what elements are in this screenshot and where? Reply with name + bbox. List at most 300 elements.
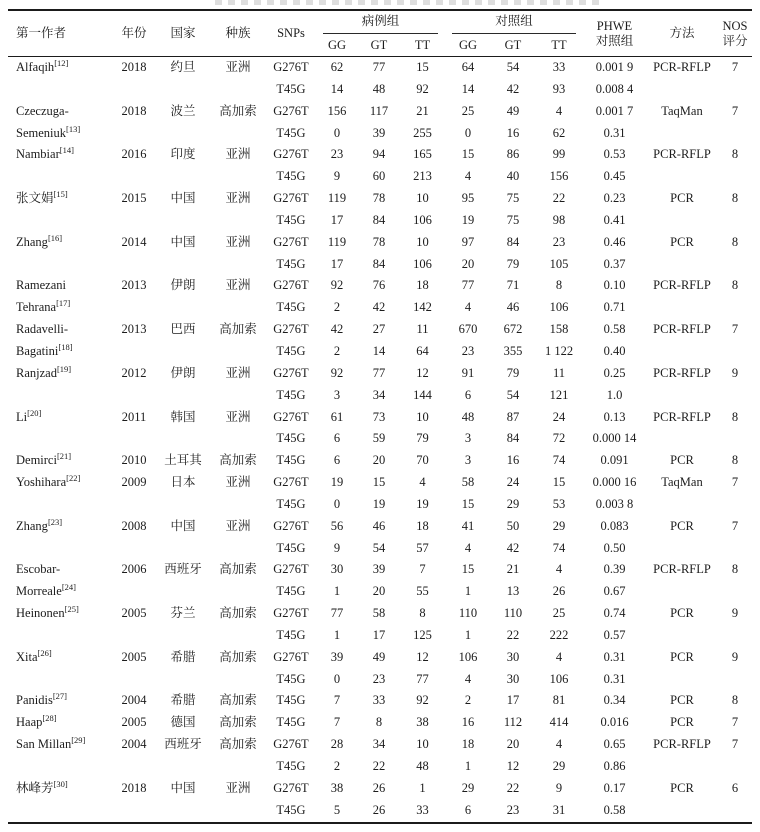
control-gg-cell: 19 xyxy=(461,212,475,227)
snp-cell: G276T xyxy=(273,606,309,621)
ethnicity-cell: 亚洲 xyxy=(225,409,251,424)
control-gt-cell: 30 xyxy=(506,649,520,664)
control-tt-cell: 106 xyxy=(549,671,569,686)
table-body xyxy=(8,57,752,823)
control-tt-cell: 24 xyxy=(552,409,566,424)
ethnicity-cell: 高加索 xyxy=(219,322,257,337)
control-gt-cell: 75 xyxy=(506,212,520,227)
snp-cell: T45G xyxy=(276,671,306,686)
control-gt-cell: 20 xyxy=(506,737,520,752)
author-cell xyxy=(8,516,112,560)
control-tt-cell: 53 xyxy=(552,496,566,511)
case-gt-cell: 60 xyxy=(372,169,386,184)
nos-cell: 7 xyxy=(731,737,739,752)
case-gt-cell: 20 xyxy=(372,584,386,599)
control-gt-cell: 75 xyxy=(506,191,520,206)
table-row xyxy=(8,778,752,800)
control-tt-cell: 222 xyxy=(549,627,569,642)
control-tt-cell: 93 xyxy=(552,81,566,96)
control-gt-cell: 23 xyxy=(506,802,520,817)
author-cell xyxy=(8,57,112,101)
case-tt-cell: 57 xyxy=(416,540,429,555)
case-gt-cell: 49 xyxy=(372,649,386,664)
reference-superscript: [19] xyxy=(56,363,72,374)
case-gt-cell: 94 xyxy=(372,147,386,162)
country-cell: 中国 xyxy=(170,191,196,206)
case-gt-cell: 42 xyxy=(372,300,386,315)
case-tt-cell: 33 xyxy=(416,802,429,817)
table-row xyxy=(8,363,752,385)
case-gg-cell: 92 xyxy=(330,365,344,380)
phwe-cell: 0.25 xyxy=(603,365,626,380)
control-gg-cell: 91 xyxy=(461,365,475,380)
snp-cell: T45G xyxy=(276,540,306,555)
control-gt-cell: 84 xyxy=(506,431,520,446)
nos-cell: 8 xyxy=(731,409,739,424)
reference-superscript: [29] xyxy=(71,735,86,745)
snp-cell: G276T xyxy=(273,60,309,74)
table-row xyxy=(8,57,752,79)
snp-cell: T45G xyxy=(276,300,306,315)
snp-cell: G276T xyxy=(273,780,309,795)
ethnicity-cell: 高加索 xyxy=(219,737,257,752)
snp-cell: T45G xyxy=(276,81,306,96)
control-gg-cell: 4 xyxy=(464,169,472,184)
country-cell: 西班牙 xyxy=(164,562,202,577)
control-gg-cell: 670 xyxy=(458,322,478,337)
phwe-cell: 0.083 xyxy=(600,518,629,533)
table-row xyxy=(8,407,752,429)
year-cell: 2018 xyxy=(121,103,147,118)
control-gg-cell: 64 xyxy=(461,60,475,74)
control-gt-cell: 21 xyxy=(506,562,520,577)
case-tt-cell: 4 xyxy=(419,475,426,490)
year-cell: 2004 xyxy=(121,693,147,708)
phwe-cell: 0.71 xyxy=(603,300,626,315)
country-cell: 土耳其 xyxy=(164,453,202,468)
author-cell xyxy=(8,407,112,451)
author-cell xyxy=(8,603,112,647)
country-cell: 日本 xyxy=(170,475,196,490)
case-gg-cell: 119 xyxy=(327,234,347,249)
phwe-cell: 0.58 xyxy=(603,802,626,817)
control-tt-cell: 23 xyxy=(552,234,566,249)
case-gt-cell: 27 xyxy=(372,322,386,337)
snp-cell: T45G xyxy=(276,343,306,358)
case-tt-cell: 79 xyxy=(416,431,429,446)
control-gg-cell: 97 xyxy=(461,234,475,249)
author-cell xyxy=(8,275,112,319)
method-cell: PCR-RFLP xyxy=(653,409,711,424)
phwe-cell: 0.65 xyxy=(603,737,626,752)
snp-cell: T45G xyxy=(276,453,306,468)
control-gg-cell: 25 xyxy=(461,103,475,118)
reference-superscript: [12] xyxy=(54,57,69,68)
year-cell: 2015 xyxy=(121,191,147,206)
control-gg-cell: 3 xyxy=(464,431,472,446)
author-line: Zhang[23] xyxy=(16,516,63,533)
method-cell: PCR-RFLP xyxy=(653,278,711,293)
case-gt-cell: 84 xyxy=(372,256,386,271)
case-tt-cell: 21 xyxy=(416,103,429,118)
control-gt-cell: 12 xyxy=(506,759,520,773)
header-phwe xyxy=(583,10,646,57)
case-tt-cell: 10 xyxy=(416,191,429,206)
table-row xyxy=(8,232,752,254)
method-cell: PCR-RFLP xyxy=(653,365,711,380)
method-cell: PCR xyxy=(670,518,694,533)
case-gg-cell: 1 xyxy=(333,627,341,642)
case-gt-cell: 26 xyxy=(372,780,386,795)
author-cell xyxy=(8,101,112,145)
nos-cell: 8 xyxy=(731,278,739,293)
ethnicity-cell: 亚洲 xyxy=(225,147,251,162)
control-gt-cell: 86 xyxy=(506,147,520,162)
case-tt-cell: 8 xyxy=(419,606,426,621)
phwe-cell: 0.091 xyxy=(600,453,629,468)
author-cell xyxy=(8,188,112,232)
ethnicity-cell: 高加索 xyxy=(219,693,257,708)
control-tt-cell: 11 xyxy=(552,365,566,380)
phwe-cell: 0.74 xyxy=(603,606,626,621)
header-year: 年份 xyxy=(121,26,147,40)
country-cell: 伊朗 xyxy=(170,365,196,380)
reference-superscript: [13] xyxy=(66,123,81,134)
year-cell: 2012 xyxy=(121,365,147,380)
table-row xyxy=(8,275,752,297)
case-gt-cell: 19 xyxy=(372,496,386,511)
method-cell: PCR-RFLP xyxy=(653,322,711,337)
control-tt-cell: 4 xyxy=(555,562,563,577)
case-gt-cell: 39 xyxy=(372,562,386,577)
author-cell xyxy=(8,559,112,603)
author-cell xyxy=(8,712,112,734)
case-gg-cell: 39 xyxy=(330,649,344,664)
case-gg-cell: 7 xyxy=(333,715,341,730)
author-line: Tehrana[17] xyxy=(16,298,71,315)
year-cell: 2018 xyxy=(121,780,147,795)
author-line: 林峰芳[30] xyxy=(16,778,68,795)
snp-cell: G276T xyxy=(273,562,309,577)
case-tt-cell: 1 xyxy=(419,780,426,795)
control-gt-cell: 42 xyxy=(506,81,520,96)
country-cell: 希腊 xyxy=(170,649,196,664)
nos-cell: 8 xyxy=(731,562,739,577)
reference-superscript: [30] xyxy=(53,778,68,789)
reference-superscript: [23] xyxy=(47,516,63,527)
snp-cell: G276T xyxy=(273,191,309,206)
author-cell xyxy=(8,232,112,276)
method-cell: TaqMan xyxy=(661,475,703,490)
phwe-cell: 0.57 xyxy=(603,627,626,642)
table-row xyxy=(8,144,752,166)
nos-cell: 7 xyxy=(731,475,739,490)
case-tt-cell: 92 xyxy=(416,81,429,96)
phwe-cell: 0.23 xyxy=(603,191,626,206)
nos-cell: 7 xyxy=(731,322,739,337)
control-tt-cell: 15 xyxy=(552,475,566,490)
header-nos xyxy=(718,10,752,57)
control-gg-cell: 4 xyxy=(464,671,472,686)
case-tt-cell: 10 xyxy=(416,409,429,424)
control-gt-cell: 24 xyxy=(506,475,520,490)
control-tt-cell: 105 xyxy=(549,256,569,271)
phwe-cell: 0.10 xyxy=(603,278,626,293)
case-tt-cell: 77 xyxy=(416,671,429,686)
phwe-cell: 0.50 xyxy=(603,540,626,555)
method-cell: PCR xyxy=(670,649,694,664)
country-cell: 波兰 xyxy=(170,103,196,118)
header-control-group xyxy=(445,10,583,34)
table-row xyxy=(8,188,752,210)
case-tt-cell: 19 xyxy=(416,496,429,511)
year-cell: 2016 xyxy=(121,147,147,162)
clipped-caption-fragment xyxy=(215,0,605,5)
snp-cell: G276T xyxy=(273,518,309,533)
case-gg-cell: 92 xyxy=(330,278,344,293)
nos-cell: 6 xyxy=(731,780,739,795)
phwe-cell: 0.31 xyxy=(603,671,626,686)
case-gt-cell: 34 xyxy=(372,387,386,402)
phwe-cell: 0.67 xyxy=(603,584,626,599)
case-tt-cell: 142 xyxy=(413,300,432,315)
author-line: Ramezani xyxy=(16,278,66,293)
control-gt-cell: 22 xyxy=(506,627,520,642)
control-gt-cell: 672 xyxy=(503,322,523,337)
year-cell: 2018 xyxy=(121,60,147,74)
author-line: Haap[28] xyxy=(16,713,57,730)
country-cell: 中国 xyxy=(170,234,196,249)
ethnicity-cell: 亚洲 xyxy=(225,60,251,74)
case-gg-cell: 0 xyxy=(333,671,341,686)
control-gg-cell: 15 xyxy=(461,147,475,162)
country-cell: 韩国 xyxy=(170,409,196,424)
snp-cell: T45G xyxy=(276,496,306,511)
control-tt-cell: 29 xyxy=(552,518,566,533)
control-gt-cell: 71 xyxy=(506,278,520,293)
control-gg-cell: 15 xyxy=(461,562,475,577)
author-line: Semeniuk[13] xyxy=(16,123,81,140)
case-gg-cell: 61 xyxy=(330,409,344,424)
year-cell: 2005 xyxy=(121,715,147,730)
case-tt-cell: 12 xyxy=(416,649,429,664)
control-gt-cell: 79 xyxy=(506,365,520,380)
case-gt-cell: 15 xyxy=(372,475,386,490)
method-cell: PCR-RFLP xyxy=(653,737,711,752)
control-tt-cell: 74 xyxy=(552,540,566,555)
author-cell xyxy=(8,647,112,691)
case-gt-cell: 14 xyxy=(372,343,386,358)
phwe-cell: 0.17 xyxy=(603,780,626,795)
author-line: Nambiar[14] xyxy=(16,145,74,162)
control-gg-cell: 58 xyxy=(461,475,475,490)
case-gg-cell: 3 xyxy=(333,387,341,402)
reference-superscript: [16] xyxy=(47,232,63,243)
table-row xyxy=(8,690,752,712)
snp-cell: G276T xyxy=(273,409,309,424)
header-snps: SNPs xyxy=(277,26,305,40)
snp-cell: G276T xyxy=(273,147,309,162)
case-tt-cell: 255 xyxy=(413,125,432,140)
control-tt-cell: 25 xyxy=(552,606,566,621)
method-cell: PCR-RFLP xyxy=(653,147,711,162)
control-gt-cell: 355 xyxy=(503,343,523,358)
snp-cell: G276T xyxy=(273,649,309,664)
phwe-cell: 0.000 14 xyxy=(592,431,637,446)
nos-cell: 7 xyxy=(731,103,739,118)
author-cell xyxy=(8,734,112,778)
author-line: Demirci[21] xyxy=(16,451,72,468)
case-gt-cell: 78 xyxy=(372,234,386,249)
snp-cell: T45G xyxy=(276,387,306,402)
control-group-spanner: 对照组 xyxy=(452,11,576,34)
author-cell xyxy=(8,363,112,407)
control-gt-cell: 50 xyxy=(506,518,520,533)
phwe-cell: 0.31 xyxy=(603,649,626,664)
control-gg-cell: 6 xyxy=(464,802,472,817)
control-gt-cell: 49 xyxy=(506,103,520,118)
case-tt-cell: 15 xyxy=(416,60,429,74)
case-gt-cell: 20 xyxy=(372,453,386,468)
ethnicity-cell: 高加索 xyxy=(219,562,257,577)
header-case-gt: GT xyxy=(370,38,388,52)
case-gg-cell: 28 xyxy=(330,737,344,752)
phwe-cell: 0.34 xyxy=(603,693,626,708)
control-gg-cell: 3 xyxy=(464,453,472,468)
case-tt-cell: 144 xyxy=(413,387,432,402)
phwe-cell: 0.016 xyxy=(600,715,629,730)
case-tt-cell: 92 xyxy=(416,693,429,708)
case-tt-cell: 70 xyxy=(416,453,429,468)
case-tt-cell: 18 xyxy=(416,518,429,533)
snp-cell: G276T xyxy=(273,737,309,752)
header-author: 第一作者 xyxy=(16,26,67,40)
year-cell: 2013 xyxy=(121,278,147,293)
control-gg-cell: 106 xyxy=(458,649,478,664)
case-gg-cell: 2 xyxy=(333,343,341,358)
control-gg-cell: 77 xyxy=(461,278,475,293)
ethnicity-cell: 亚洲 xyxy=(225,475,251,490)
snp-cell: G276T xyxy=(273,234,309,249)
case-gg-cell: 2 xyxy=(333,300,341,315)
control-gg-cell: 6 xyxy=(464,387,472,402)
phwe-line2: 对照组 xyxy=(595,33,634,48)
control-tt-cell: 74 xyxy=(552,453,566,468)
author-line: San Millan[29] xyxy=(16,735,86,752)
reference-superscript: [28] xyxy=(42,713,57,724)
control-gt-cell: 16 xyxy=(506,453,520,468)
case-tt-cell: 12 xyxy=(416,365,429,380)
control-gt-cell: 54 xyxy=(506,60,520,74)
author-line: Panidis[27] xyxy=(16,691,67,708)
snp-cell: G276T xyxy=(273,365,309,380)
table-row xyxy=(8,603,752,625)
country-cell: 印度 xyxy=(170,147,196,162)
control-tt-cell: 72 xyxy=(552,431,566,446)
case-gt-cell: 33 xyxy=(372,693,386,708)
case-tt-cell: 10 xyxy=(416,234,429,249)
author-line: Li[20] xyxy=(16,407,42,424)
table-row xyxy=(8,647,752,669)
control-gt-cell: 13 xyxy=(506,584,520,599)
case-tt-cell: 38 xyxy=(416,715,429,730)
author-cell xyxy=(8,472,112,516)
snp-cell: G276T xyxy=(273,103,309,118)
control-gg-cell: 18 xyxy=(461,737,475,752)
case-gg-cell: 2 xyxy=(333,759,341,773)
control-gt-cell: 16 xyxy=(506,125,520,140)
year-cell: 2005 xyxy=(121,649,147,664)
case-gg-cell: 42 xyxy=(330,322,344,337)
author-line: Escobar- xyxy=(16,562,61,577)
case-tt-cell: 18 xyxy=(416,278,429,293)
reference-superscript: [26] xyxy=(37,647,52,658)
control-tt-cell: 31 xyxy=(552,802,566,817)
author-cell xyxy=(8,144,112,188)
case-gt-cell: 54 xyxy=(372,540,386,555)
case-gg-cell: 119 xyxy=(327,191,347,206)
case-gt-cell: 58 xyxy=(372,606,386,621)
header-case-group xyxy=(316,10,445,34)
case-gt-cell: 84 xyxy=(372,212,386,227)
case-gt-cell: 117 xyxy=(369,103,389,118)
snp-cell: T45G xyxy=(276,169,306,184)
snp-cell: G276T xyxy=(273,475,309,490)
case-gt-cell: 39 xyxy=(372,125,386,140)
ethnicity-cell: 亚洲 xyxy=(225,365,251,380)
case-gt-cell: 48 xyxy=(372,81,386,96)
case-tt-cell: 64 xyxy=(416,343,429,358)
reference-superscript: [24] xyxy=(61,582,76,593)
snp-cell: T45G xyxy=(276,125,306,140)
year-cell: 2009 xyxy=(121,475,147,490)
case-gg-cell: 1 xyxy=(333,584,341,599)
ethnicity-cell: 亚洲 xyxy=(225,780,251,795)
nos-cell: 9 xyxy=(731,649,739,664)
control-tt-cell: 158 xyxy=(549,322,569,337)
control-tt-cell: 33 xyxy=(552,60,566,74)
ethnicity-cell: 亚洲 xyxy=(225,278,251,293)
control-gg-cell: 29 xyxy=(461,780,475,795)
method-cell: PCR xyxy=(670,780,694,795)
control-gt-cell: 46 xyxy=(506,300,520,315)
control-gg-cell: 110 xyxy=(458,606,478,621)
ethnicity-cell: 高加索 xyxy=(219,715,257,730)
method-cell: PCR-RFLP xyxy=(653,562,711,577)
control-tt-cell: 98 xyxy=(552,212,566,227)
control-gt-cell: 110 xyxy=(503,606,523,621)
reference-superscript: [20] xyxy=(27,407,42,418)
snp-cell: G276T xyxy=(273,278,309,293)
case-gg-cell: 6 xyxy=(333,453,341,468)
control-gt-cell: 79 xyxy=(506,256,520,271)
case-gg-cell: 0 xyxy=(333,125,341,140)
reference-superscript: [17] xyxy=(56,298,71,309)
case-tt-cell: 10 xyxy=(416,737,429,752)
control-gt-cell: 42 xyxy=(506,540,520,555)
ethnicity-cell: 亚洲 xyxy=(225,234,251,249)
table-row xyxy=(8,101,752,123)
reference-superscript: [21] xyxy=(56,451,72,462)
phwe-line1: PHWE xyxy=(596,18,633,33)
phwe-cell: 0.53 xyxy=(603,147,626,162)
case-tt-cell: 7 xyxy=(419,562,426,577)
case-gg-cell: 17 xyxy=(330,212,344,227)
control-gt-cell: 54 xyxy=(506,387,520,402)
header-case-tt: TT xyxy=(414,38,431,52)
case-gt-cell: 8 xyxy=(375,715,383,730)
control-tt-cell: 4 xyxy=(555,737,563,752)
